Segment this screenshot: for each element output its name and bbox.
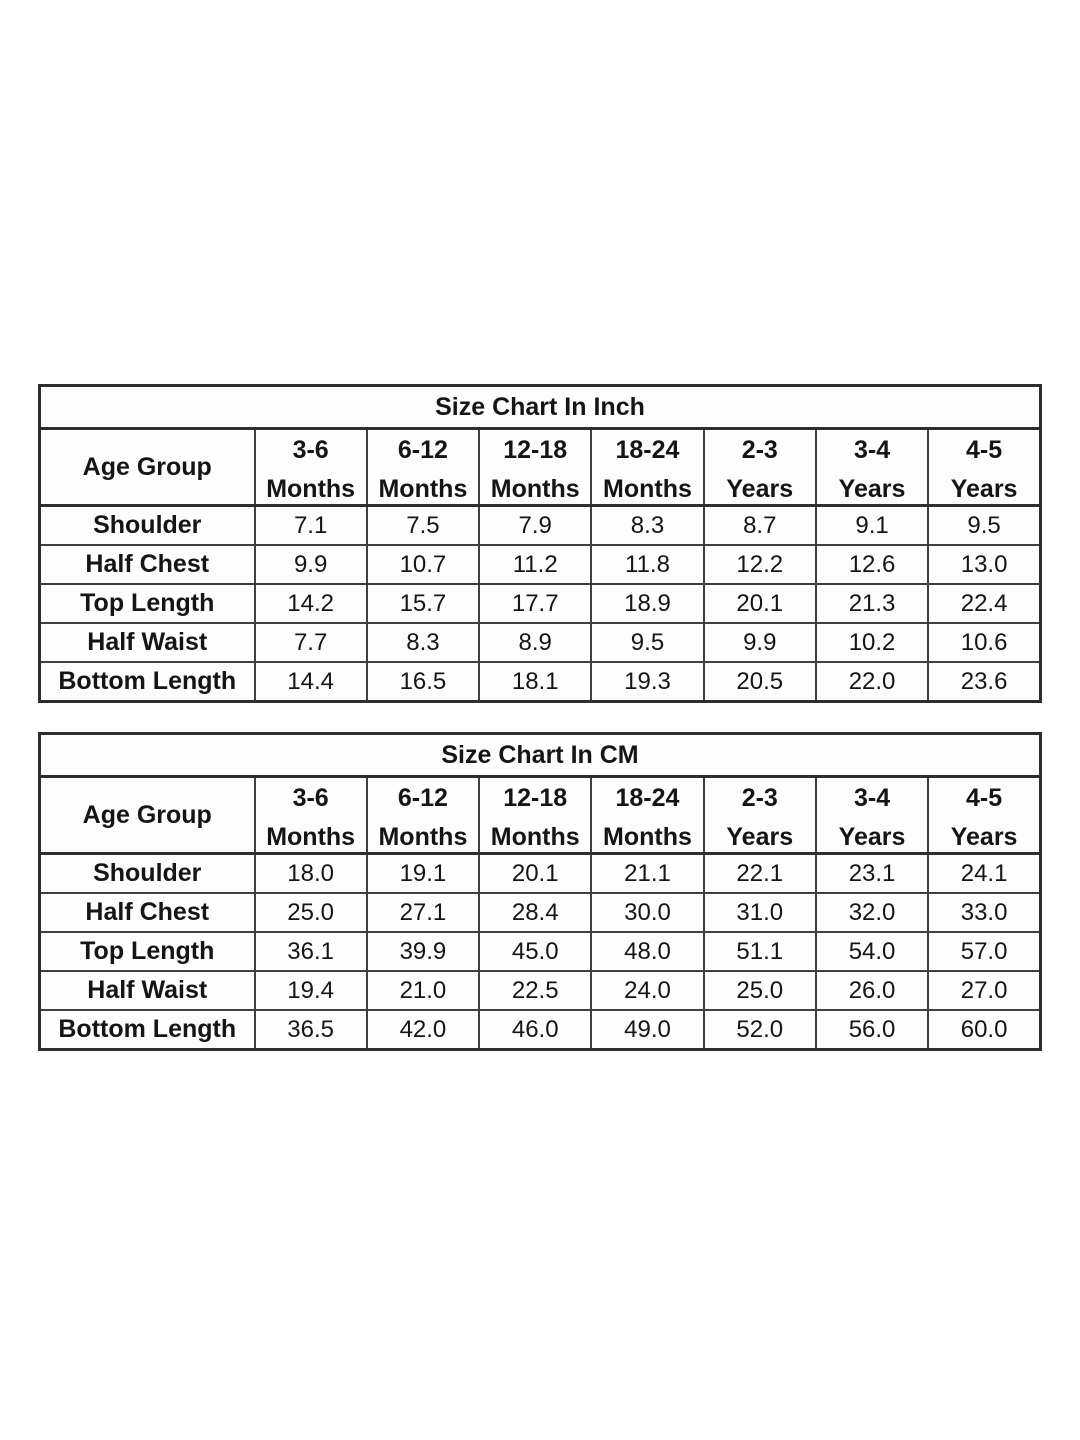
column-header-unit: Months xyxy=(603,823,692,851)
column-header-range: 3-6 xyxy=(292,784,329,812)
cell-value: 14.2 xyxy=(255,584,367,623)
cell-value: 22.4 xyxy=(928,584,1040,623)
cell-value: 19.1 xyxy=(367,854,479,894)
column-header-unit: Months xyxy=(266,475,356,503)
column-header-range: 2-3 xyxy=(741,436,778,464)
row-label: Half Waist xyxy=(40,623,255,662)
cell-value: 17.7 xyxy=(479,584,591,623)
column-header-range: 2-3 xyxy=(741,784,778,812)
column-header xyxy=(704,777,816,854)
column-header xyxy=(816,429,928,506)
cell-value: 22.1 xyxy=(704,854,816,894)
column-header-unit: Years xyxy=(838,475,906,503)
column-header-unit: Months xyxy=(490,823,580,851)
table-row xyxy=(40,854,1041,894)
cell-value: 10.7 xyxy=(367,545,479,584)
table-row xyxy=(40,584,1041,623)
table-row xyxy=(40,623,1041,662)
cell-value: 10.2 xyxy=(816,623,928,662)
cell-value: 9.9 xyxy=(255,545,367,584)
column-header-unit: Years xyxy=(726,823,794,851)
cell-value: 45.0 xyxy=(479,932,591,971)
cell-value: 42.0 xyxy=(367,1010,479,1050)
cell-value: 39.9 xyxy=(367,932,479,971)
table-row xyxy=(40,1010,1041,1050)
column-header xyxy=(928,777,1040,854)
cell-value: 16.5 xyxy=(367,662,479,702)
table-row xyxy=(40,893,1041,932)
cell-value: 23.6 xyxy=(928,662,1040,702)
cell-value: 25.0 xyxy=(255,893,367,932)
column-header-unit: Years xyxy=(950,823,1018,851)
column-header xyxy=(255,429,367,506)
cell-value: 46.0 xyxy=(479,1010,591,1050)
column-header-unit: Months xyxy=(490,475,580,503)
table-title-row xyxy=(40,734,1041,777)
cell-value: 8.3 xyxy=(591,506,703,546)
column-header-unit: Years xyxy=(726,475,794,503)
cell-value: 23.1 xyxy=(816,854,928,894)
cell-value: 9.9 xyxy=(704,623,816,662)
table-header-row xyxy=(40,429,1041,506)
cell-value: 26.0 xyxy=(816,971,928,1010)
table-row xyxy=(40,932,1041,971)
cell-value: 11.2 xyxy=(479,545,591,584)
cell-value: 24.1 xyxy=(928,854,1040,894)
row-label: Shoulder xyxy=(40,854,255,894)
cell-value: 20.1 xyxy=(479,854,591,894)
cell-value: 21.1 xyxy=(591,854,703,894)
cell-value: 51.1 xyxy=(704,932,816,971)
cell-value: 20.5 xyxy=(704,662,816,702)
cell-value: 19.3 xyxy=(591,662,703,702)
cell-value: 19.4 xyxy=(255,971,367,1010)
row-label: Bottom Length xyxy=(40,662,255,702)
age-group-header: Age Group xyxy=(40,429,255,506)
cell-value: 8.9 xyxy=(479,623,591,662)
cell-value: 15.7 xyxy=(367,584,479,623)
cell-value: 7.7 xyxy=(255,623,367,662)
cell-value: 13.0 xyxy=(928,545,1040,584)
cell-value: 7.9 xyxy=(479,506,591,546)
cell-value: 33.0 xyxy=(928,893,1040,932)
cell-value: 9.1 xyxy=(816,506,928,546)
age-group-header: Age Group xyxy=(40,777,255,854)
cell-value: 12.6 xyxy=(816,545,928,584)
cell-value: 27.0 xyxy=(928,971,1040,1010)
cell-value: 18.9 xyxy=(591,584,703,623)
column-header-range: 18-24 xyxy=(615,784,680,812)
cell-value: 36.1 xyxy=(255,932,367,971)
row-label: Bottom Length xyxy=(40,1010,255,1050)
cell-value: 54.0 xyxy=(816,932,928,971)
cell-value: 12.2 xyxy=(704,545,816,584)
cell-value: 7.5 xyxy=(367,506,479,546)
cell-value: 18.0 xyxy=(255,854,367,894)
column-header xyxy=(367,777,479,854)
table-title-row xyxy=(40,386,1041,429)
cell-value: 21.0 xyxy=(367,971,479,1010)
cell-value: 49.0 xyxy=(591,1010,703,1050)
table-row xyxy=(40,545,1041,584)
table-title: Size Chart In CM xyxy=(40,734,1041,777)
column-header xyxy=(704,429,816,506)
column-header-unit: Years xyxy=(838,823,906,851)
column-header xyxy=(816,777,928,854)
cell-value: 31.0 xyxy=(704,893,816,932)
cell-value: 48.0 xyxy=(591,932,703,971)
cell-value: 9.5 xyxy=(591,623,703,662)
row-label: Top Length xyxy=(40,932,255,971)
column-header-range: 12-18 xyxy=(503,436,568,464)
column-header-range: 4-5 xyxy=(966,784,1003,812)
cell-value: 27.1 xyxy=(367,893,479,932)
table-row xyxy=(40,506,1041,546)
column-header-unit: Months xyxy=(266,823,356,851)
column-header xyxy=(367,429,479,506)
column-header xyxy=(479,777,591,854)
cell-value: 56.0 xyxy=(816,1010,928,1050)
table-row xyxy=(40,662,1041,702)
cell-value: 8.3 xyxy=(367,623,479,662)
column-header-unit: Months xyxy=(378,475,468,503)
cell-value: 11.8 xyxy=(591,545,703,584)
row-label: Half Chest xyxy=(40,893,255,932)
cell-value: 14.4 xyxy=(255,662,367,702)
cell-value: 21.3 xyxy=(816,584,928,623)
size-chart-cm-table xyxy=(38,732,1042,1051)
row-label: Shoulder xyxy=(40,506,255,546)
column-header xyxy=(591,777,703,854)
table-header-row xyxy=(40,777,1041,854)
column-header xyxy=(479,429,591,506)
row-label: Half Waist xyxy=(40,971,255,1010)
cell-value: 20.1 xyxy=(704,584,816,623)
cell-value: 36.5 xyxy=(255,1010,367,1050)
column-header xyxy=(928,429,1040,506)
column-header-unit: Months xyxy=(378,823,468,851)
column-header xyxy=(591,429,703,506)
cell-value: 30.0 xyxy=(591,893,703,932)
cell-value: 25.0 xyxy=(704,971,816,1010)
cell-value: 24.0 xyxy=(591,971,703,1010)
table-title: Size Chart In Inch xyxy=(40,386,1041,429)
cell-value: 22.5 xyxy=(479,971,591,1010)
cell-value: 10.6 xyxy=(928,623,1040,662)
cell-value: 52.0 xyxy=(704,1010,816,1050)
row-label: Half Chest xyxy=(40,545,255,584)
column-header xyxy=(255,777,367,854)
size-chart-inch-table xyxy=(38,384,1042,703)
row-label: Top Length xyxy=(40,584,255,623)
column-header-range: 4-5 xyxy=(966,436,1003,464)
column-header-range: 6-12 xyxy=(397,784,448,812)
cell-value: 60.0 xyxy=(928,1010,1040,1050)
cell-value: 22.0 xyxy=(816,662,928,702)
cell-value: 8.7 xyxy=(704,506,816,546)
column-header-unit: Months xyxy=(603,475,692,503)
cell-value: 18.1 xyxy=(479,662,591,702)
column-header-range: 3-4 xyxy=(853,784,891,812)
cell-value: 57.0 xyxy=(928,932,1040,971)
table-row xyxy=(40,971,1041,1010)
cell-value: 32.0 xyxy=(816,893,928,932)
cell-value: 7.1 xyxy=(255,506,367,546)
column-header-range: 12-18 xyxy=(503,784,568,812)
column-header-unit: Years xyxy=(950,475,1018,503)
column-header-range: 3-6 xyxy=(292,436,329,464)
cell-value: 9.5 xyxy=(928,506,1040,546)
column-header-range: 3-4 xyxy=(853,436,891,464)
column-header-range: 18-24 xyxy=(615,436,680,464)
column-header-range: 6-12 xyxy=(397,436,448,464)
cell-value: 28.4 xyxy=(479,893,591,932)
